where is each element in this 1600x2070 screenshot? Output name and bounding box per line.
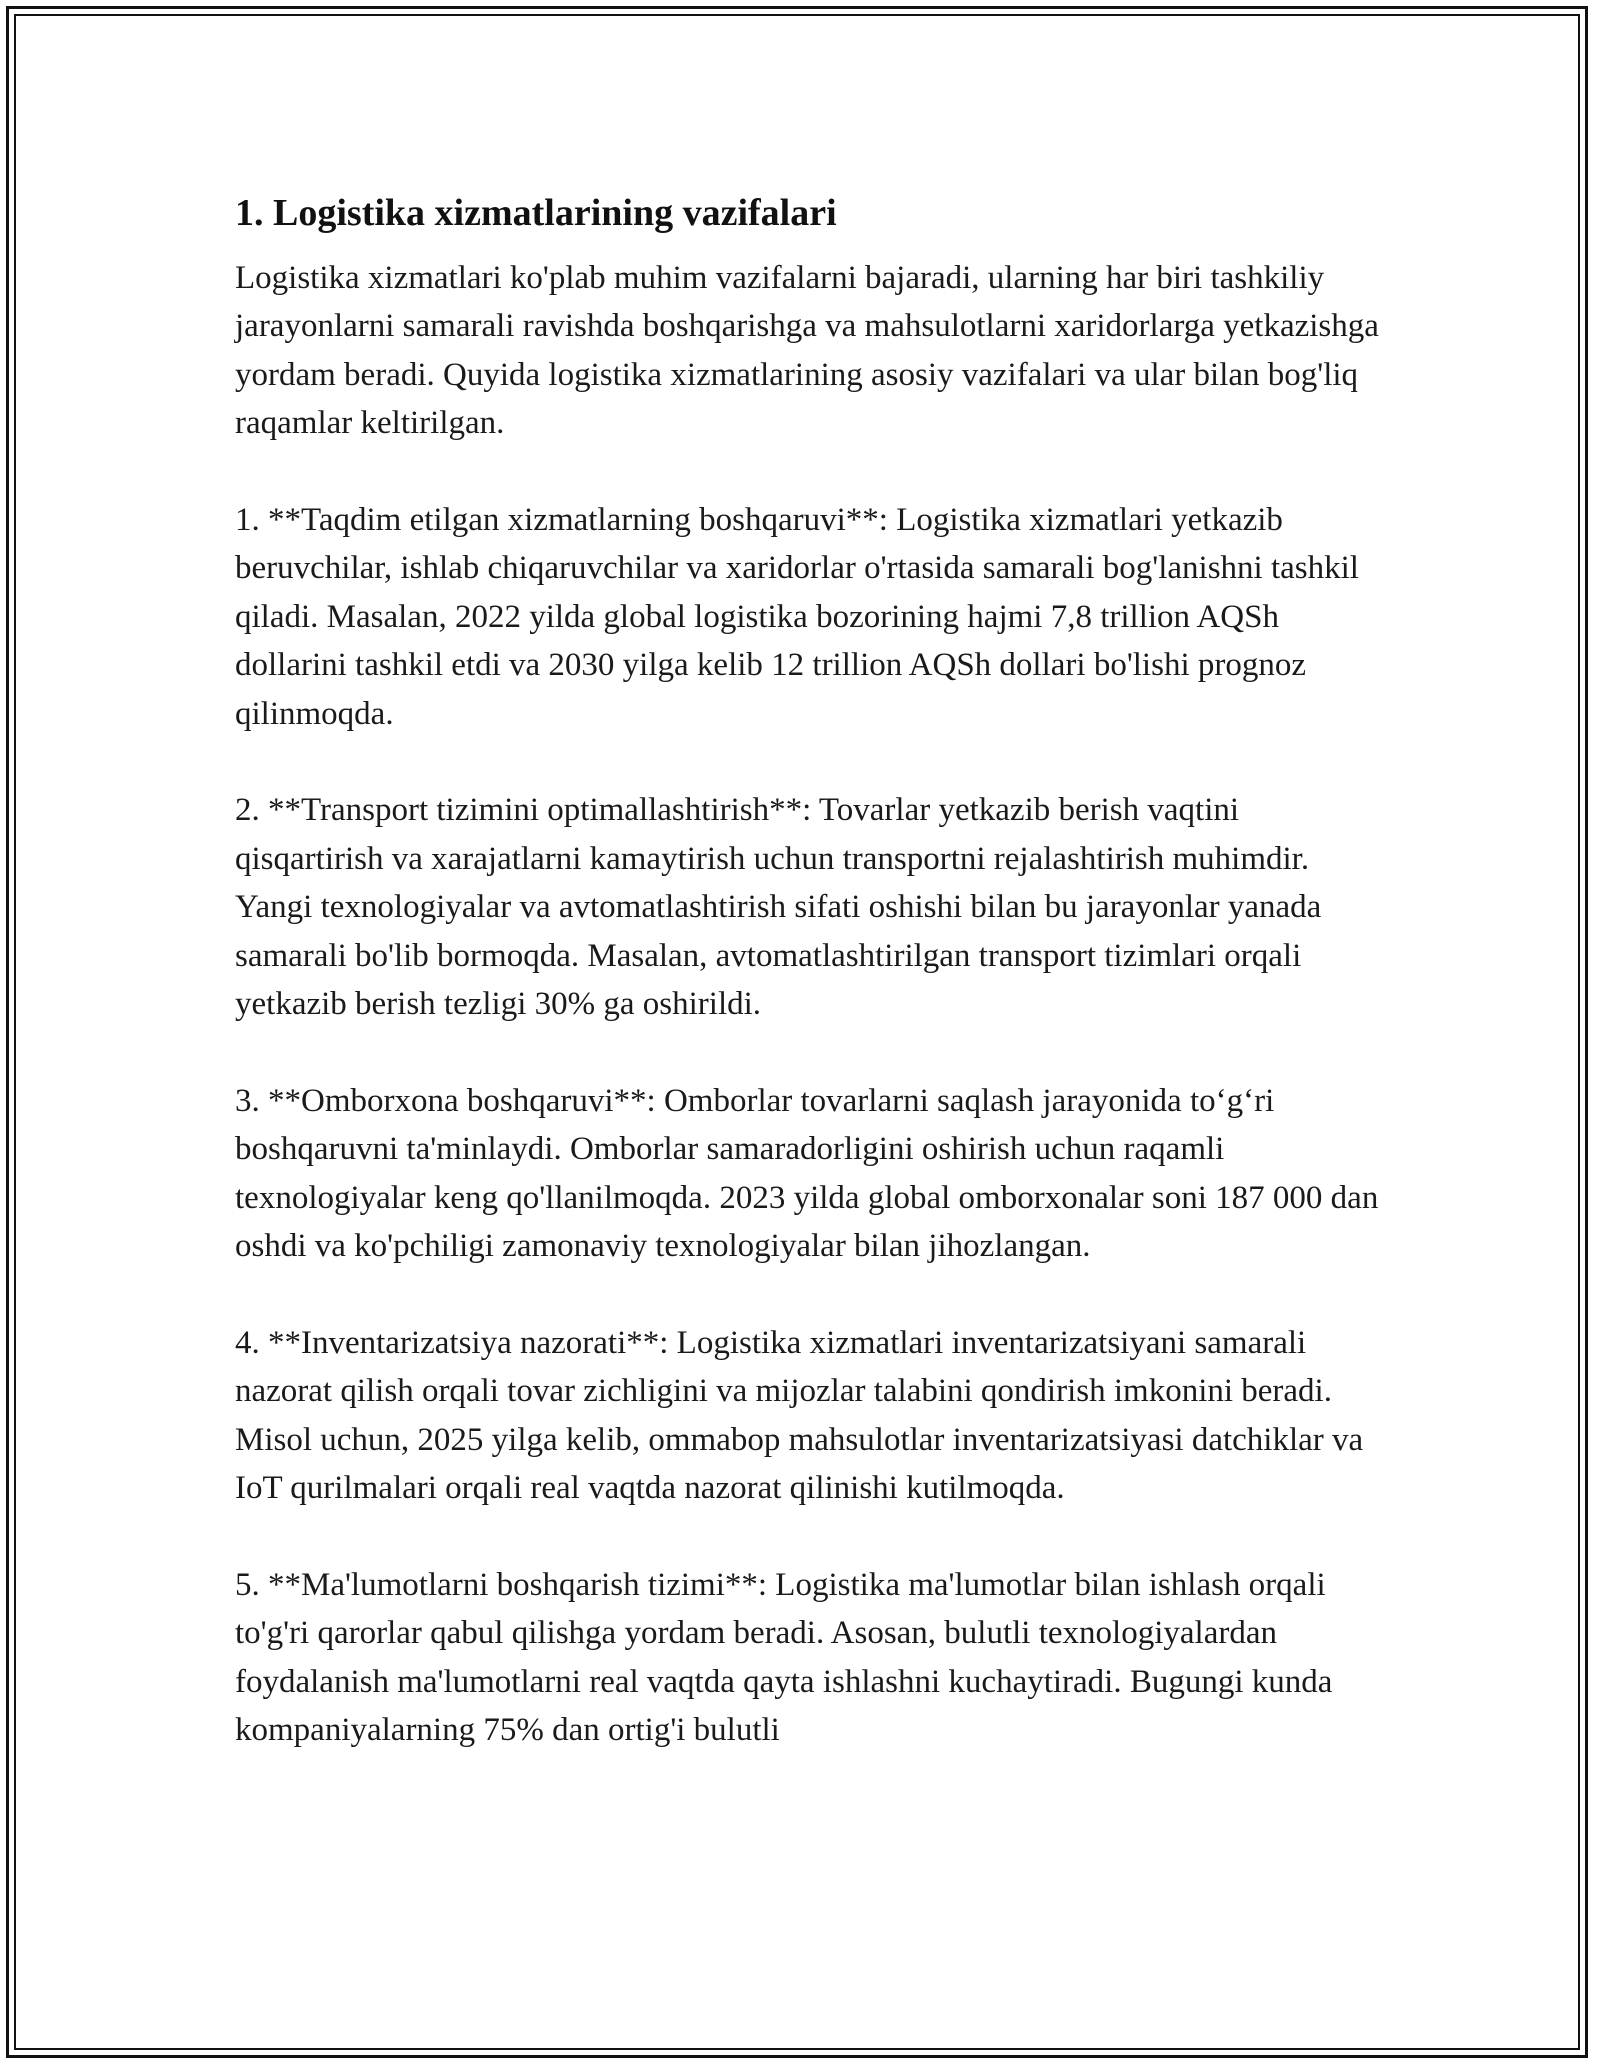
list-item-paragraph: 5. **Ma'lumotlarni boshqarish tizimi**: Logistika ma'lumotlar bilan ishlash orqali to'g'ri qarorlar qabul qilishga yordam beradi. Asosan, bulutli texnologiyalardan foydalanish ma'lumotlarni real vaqtda qayta ishlashni kuchaytiradi. Bugungi kunda kompaniyalarning 75% dan ortig'i bulutli [235, 1566, 1333, 1749]
list-item-paragraph: 2. **Transport tizimini optimallashtirish**: Tovarlar yetkazib berish vaqtini qisqartirish va xarajatlarni kamaytirish uchun transportni rejalashtirish muhimdir. Yangi texnologiyalar va avtomatlashtirish sifati oshishi bilan bu jarayonlar yanada samarali bo'lib bormoqda. Masalan, avtomatlashtirilgan transport tizimlari orqali yetkazib berish tezligi 30% ga oshirildi. [235, 792, 1322, 1023]
section-heading: 1. Logistika xizmatlarining vazifalari [235, 192, 837, 234]
list-item-paragraph: 3. **Omborxona boshqaruvi**: Omborlar tovarlarni saqlash jarayonida to‘g‘ri boshqaruvni ta'minlaydi. Omborlar samaradorligini oshirish uchun raqamli texnologiyalar keng qo'llanilmoqda. 2023 yilda global omborxonalar soni 187 000 dan oshdi va ko'pchiligi zamonaviy texnologiyalar bilan jihozlangan. [235, 1082, 1379, 1265]
intro-paragraph: Logistika xizmatlari ko'plab muhim vazifalarni bajaradi, ularning har biri tashkiliy jarayonlarni samarali ravishda boshqarishga va mahsulotlarni xaridorlarga yetkazishga yordam beradi. Quyida logistika xizmatlarining asosiy vazifalari va ular bilan bog'liq raqamlar keltirilgan. [235, 260, 1379, 442]
list-item-paragraph: 1. **Taqdim etilgan xizmatlarning boshqaruvi**: Logistika xizmatlari yetkazib beruvchilar, ishlab chiqaruvchilar va xaridorlar o'rtasida samarali bog'lanishni tashkil qiladi. Masalan, 2022 yilda global logistika bozorining hajmi 7,8 trillion AQSh dollarini tashkil etdi va 2030 yilga kelib 12 trillion AQSh dollari bo'lishi prognoz qilinmoqda. [235, 502, 1359, 732]
document-body [235, 188, 1380, 1755]
list-item-paragraph: 4. **Inventarizatsiya nazorati**: Logistika xizmatlari inventarizatsiyani samarali nazorat qilish orqali tovar zichligini va mijozlar talabini qondirish imkonini beradi. Misol uchun, 2025 yilga kelib, ommabop mahsulotlar inventarizatsiyasi datchiklar va IoT qurilmalari orqali real vaqtda nazorat qilinishi kutilmoqda. [235, 1324, 1364, 1507]
